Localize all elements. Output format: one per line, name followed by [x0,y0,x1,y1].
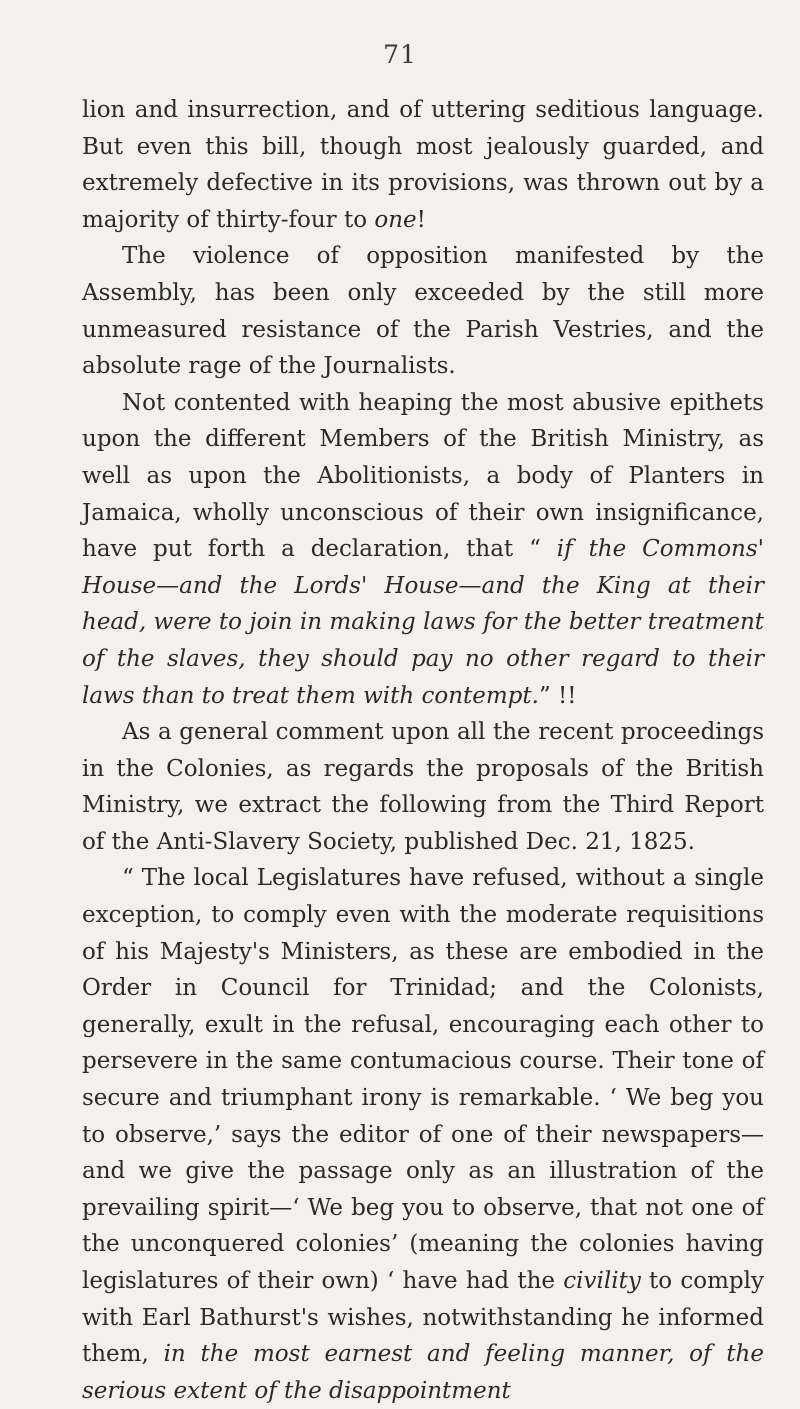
paragraph [82,92,764,238]
text-run: Not contented with heaping the most abusive epithets upon the different Members of the British Ministry, as well as upon the Abolitionists, a body of Planters in Jamaica, wholly unconscious of their own insignificance, have put forth a declaration, that “ [82,389,764,563]
body-text [82,92,764,1409]
italic-text: in the most earnest and feeling manner, of the serious extent of the disappointment [82,1341,764,1404]
italic-text: one [374,206,417,233]
italic-text: civility [563,1268,641,1294]
paragraph [82,860,764,1409]
paragraph [82,385,764,714]
italic-text: if the Commons' House—and the Lords' House—and the King at their head, were to join in making laws for the better treatment of the slaves, they should pay no other regard to their laws than to treat them with contempt. [82,536,764,709]
text-run: “ The local Legislatures have refused, without a single exception, to comply even with the moderate requisitions of his Majesty's Ministers, as these are embodied in the Order in Council for Trinidad; and the Colonists, generally, exult in the refusal, encouraging each other to persevere in the same contumacious course. Their tone of secure and triumphant irony is remarkable. ‘ We beg you to observe,’ says the editor of one of their newspapers—and we give the passage only as an illustration of the prevailing spirit—‘ We beg you to observe, that not one of the unconquered colonies’ (meaning the colonies having legislatures of their own) ‘ have had the [82,865,764,1294]
text-run: to comply with Earl Bathurst's wishes, notwithstanding he informed them, [82,1268,764,1368]
text-run: The violence of opposition manifested by the Assembly, has been only exceeded by the still more unmeasured resistance of the Parish Vestries, and the absolute rage of the Journalists. [82,243,764,380]
paragraph [82,238,764,384]
text-run: ! [416,206,426,233]
text-run: lion and insurrection, and of uttering seditious language. But even this bill, though most jealously guarded, and extremely defective in its provisions, was thrown out by a majority of thirty-four to [82,97,764,233]
page-number: 71 [383,40,417,69]
text-run: ” !! [538,682,577,709]
paragraph [82,714,764,860]
text-run: As a general comment upon all the recent proceedings in the Colonies, as regards the proposals of the British Ministry, we extract the following from the Third Report of the Anti-Slavery Society, published Dec. 21, 1825. [82,719,764,855]
